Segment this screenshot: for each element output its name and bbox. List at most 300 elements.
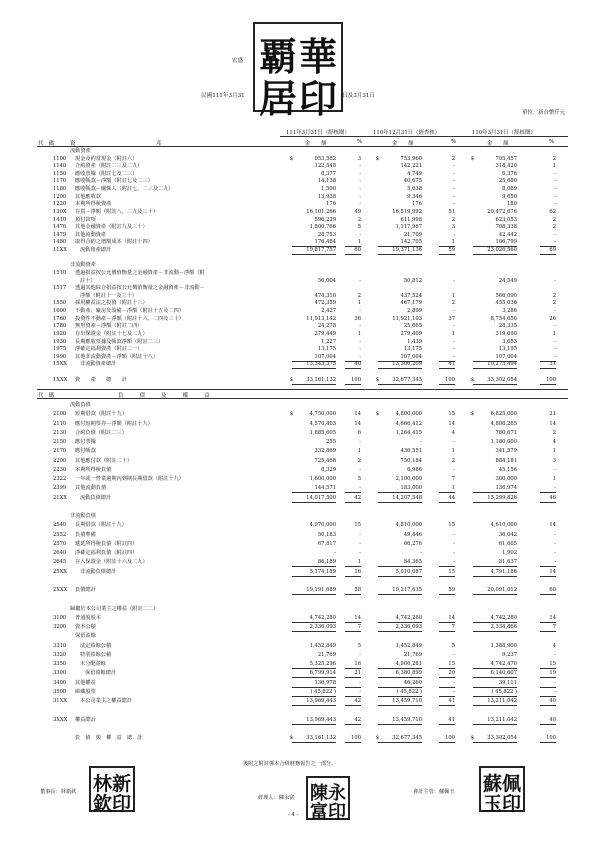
percent-cell: 69: [540, 247, 556, 255]
account-code: 2645: [53, 559, 67, 566]
amount-cell: 4,800,000: [395, 411, 422, 418]
dollar-sign: $: [470, 155, 474, 162]
account-label: 淨額（附註十一及三十）: [80, 292, 138, 299]
amount-cell: 1,388,900: [490, 642, 517, 649]
amount-cell: 25,665: [403, 323, 422, 330]
account-code: 1200: [53, 193, 67, 200]
dollar-sign: $: [470, 376, 474, 383]
amount-cell: 2,336,093: [378, 624, 422, 632]
row-1510: [0, 270, 597, 277]
account-code: 130X: [53, 208, 67, 215]
amount-cell: 39,111: [473, 680, 517, 688]
amount-cell: 300,000: [495, 476, 517, 482]
account-code: 1975: [53, 346, 67, 353]
table-row: [0, 606, 597, 613]
account-label: 庫藏股票: [75, 688, 96, 695]
account-code: 1150: [53, 170, 67, 177]
account-label: 流動資產總計: [80, 247, 112, 254]
amount-cell: 10,275,494: [473, 361, 517, 369]
percent-cell: -: [540, 239, 556, 247]
percent-cell: -: [359, 651, 361, 658]
percent-cell: -: [359, 163, 361, 170]
account-label: 資 產 總 計: [75, 376, 127, 383]
percent-cell: -: [453, 651, 455, 658]
percent-cell: -: [554, 540, 556, 547]
account-label: 應收票據（附註七及二三）: [75, 170, 138, 177]
account-code: 25XX: [53, 568, 67, 575]
percent-cell: -: [453, 531, 455, 538]
amount-cell: 4,750,000: [309, 411, 336, 418]
percent-cell: -: [554, 550, 556, 556]
account-label: 其他非流動資產－淨額（附註十八）: [75, 353, 159, 360]
amount-cell: -: [420, 550, 422, 556]
percent-cell: -: [554, 466, 556, 473]
amount-cell: 780,671: [495, 429, 517, 436]
percent-cell: 2: [357, 216, 361, 223]
percent-cell: 100: [439, 377, 455, 385]
percent-cell: 21: [345, 670, 361, 678]
liab-title-header: 負 債 及 權 益: [118, 393, 210, 399]
amount-cell: 50,183: [317, 531, 336, 538]
percent-cell: -: [540, 689, 556, 697]
account-code: 2XXX: [53, 587, 68, 593]
account-code: 1XXX: [53, 376, 68, 383]
account-label: 負 債 與 權 益 總 計: [75, 735, 143, 741]
percent-cell: -: [359, 466, 361, 473]
account-label: 採用權益法之投資（附註十三）: [75, 300, 148, 307]
amount-cell: 6,825,000: [490, 411, 517, 418]
account-label: 短期借款（附註十九）: [75, 411, 127, 418]
account-code: 3500: [53, 688, 67, 695]
amount-cell: 279,449: [314, 330, 336, 337]
amount-cell: 8,377: [321, 170, 336, 177]
amount-cell: 436,551: [400, 448, 422, 455]
amount-cell: 4,806,265: [490, 420, 517, 427]
percent-cell: -: [540, 354, 556, 362]
percent-cell: -: [345, 485, 361, 493]
amount-cell: 6,140,607: [473, 670, 517, 678]
account-label: 透過其他綜合損益按公允價值衡量之金融資產－非流動－: [75, 285, 205, 292]
percent-cell: 2: [451, 216, 455, 223]
account-label: 其他權益: [75, 679, 96, 686]
percent-cell: -: [554, 186, 556, 193]
percent-cell: 42: [345, 495, 361, 503]
row-2322: [0, 476, 597, 483]
account-code: 2130: [53, 429, 67, 436]
account-label: 流動資產: [70, 148, 91, 154]
percent-cell: -: [540, 680, 556, 688]
amount-cell: 3,653: [502, 338, 517, 345]
row-1990: [0, 354, 597, 361]
row-2645: [0, 559, 597, 566]
percent-cell: -: [345, 354, 361, 362]
amount-cell: 33,161,132: [292, 377, 336, 385]
account-code: 2200: [53, 457, 67, 464]
row-2552: [0, 532, 597, 539]
amount-cell: 1,264,415: [395, 429, 422, 436]
amount-cell: 4,742,470: [473, 661, 517, 669]
amount-cell: 33,302,054: [473, 735, 517, 743]
chairman-label: 董事長：林新欽: [40, 789, 77, 795]
row-1140: [0, 163, 597, 170]
amount-cell: 4,791,186: [473, 569, 517, 577]
percent-cell: 100: [540, 735, 556, 743]
percent-cell: 6: [357, 429, 361, 436]
percent-cell: -: [453, 170, 455, 177]
percent-cell: -: [453, 186, 455, 193]
amount-cell: 4,742,280: [473, 615, 517, 623]
percent-cell: 100: [439, 735, 455, 743]
percent-cell: 14: [549, 522, 556, 529]
report-period-right: 日及3月31日: [342, 93, 376, 99]
amount-cell: 1,439: [407, 338, 422, 345]
account-code: 1140: [53, 163, 67, 170]
percent-cell: 15: [439, 661, 455, 669]
percent-cell: 14: [354, 411, 361, 418]
amount-cell: 1,227: [321, 338, 336, 345]
amount-cell: 81,637: [473, 559, 517, 567]
dollar-sign: $: [375, 155, 379, 162]
amount-cell: ( 45,822 ): [378, 689, 422, 697]
account-label: 流動負債總計: [80, 494, 112, 501]
row-1170: [0, 178, 597, 185]
amount-cell: 86,189: [292, 559, 336, 567]
accountant-label: 會計主管：蘇佩玉: [413, 789, 455, 795]
account-label: 法定盈餘公積: [80, 642, 112, 649]
amount-cell: 14,017,500: [292, 495, 336, 503]
percent-cell: 5: [357, 642, 361, 649]
account-code: 1479: [53, 231, 67, 238]
percent-cell: 31: [540, 361, 556, 369]
percent-cell: 44: [439, 495, 455, 503]
amount-cell: 455,036: [495, 300, 517, 307]
footnote: 後附之附註係本合併財務報告之一部分。: [243, 761, 337, 767]
amount-cell: 106,799: [473, 239, 517, 247]
percent-cell: 4: [552, 439, 556, 445]
amount-cell: 332,869: [314, 448, 336, 455]
percent-cell: -: [345, 680, 361, 688]
percent-cell: -: [453, 550, 455, 556]
row-1220: [0, 201, 597, 208]
amount-cell: 2,899: [407, 308, 422, 315]
percent-cell: 46: [540, 495, 556, 503]
amount-cell: 6,376: [502, 170, 517, 177]
percent-cell: -: [359, 550, 361, 556]
account-code: 2552: [53, 531, 67, 538]
amount-cell: 13,211,042: [473, 717, 517, 725]
amount-cell: 4,749: [407, 170, 422, 177]
page-number: - 4 -: [288, 812, 299, 818]
percent-cell: 14: [540, 615, 556, 623]
amount-cell: 437,524: [400, 292, 422, 299]
percent-cell: -: [453, 178, 455, 185]
amount-cell: 107,004: [378, 354, 422, 362]
account-code: 1780: [53, 323, 67, 330]
percent-cell: -: [439, 689, 455, 697]
amount-cell: 8,754,656: [490, 315, 517, 322]
row-1100: [0, 156, 597, 163]
percent-cell: 37: [448, 315, 455, 322]
percent-cell: -: [453, 277, 455, 284]
amount-cell: 33,161,132: [292, 735, 336, 743]
percent-cell: -: [453, 466, 455, 473]
amount-cell: 16,519,992: [392, 208, 422, 215]
percent-cell: 2: [552, 155, 556, 162]
percent-cell: -: [453, 346, 455, 353]
percent-cell: -: [453, 323, 455, 330]
row-1480: [0, 239, 597, 246]
table-row: [0, 513, 597, 520]
percent-cell: 41: [439, 361, 455, 369]
percent-cell: -: [359, 439, 361, 445]
account-code: 1410: [53, 216, 67, 223]
percent-cell: 40: [345, 361, 361, 369]
percent-cell: 1: [345, 559, 361, 567]
table-row: [0, 735, 597, 742]
account-label: 未分配盈餘: [80, 661, 106, 667]
amount-cell: 42,442: [498, 231, 517, 238]
pct-header-2: %: [451, 139, 457, 145]
amount-cell: 32,677,345: [378, 735, 422, 743]
percent-cell: 3: [451, 224, 455, 231]
row-3320: [0, 652, 597, 659]
account-label: 其他流動負債: [75, 485, 107, 492]
account-code: 2170: [53, 448, 67, 455]
amount-cell: 1,117,967: [395, 224, 422, 231]
account-label: 負債準備: [75, 531, 96, 538]
row-2100: [0, 411, 597, 418]
percent-cell: 4: [451, 429, 455, 436]
percent-cell: -: [453, 193, 455, 200]
account-label: 無形資產－淨額（附註二四）: [75, 323, 143, 330]
amount-cell: 474,310: [314, 292, 336, 299]
account-label: 取得合約之增額成本（附註十四）: [75, 239, 153, 246]
amount-cell: 611,998: [400, 216, 422, 223]
percent-cell: 41: [439, 717, 455, 725]
amount-cell: 9,346: [407, 193, 422, 200]
amount-cell: -: [420, 439, 422, 445]
row-2170: [0, 448, 597, 455]
account-code: 2150: [53, 439, 67, 445]
amount-cell: 67,817: [317, 540, 336, 547]
account-code: 1170: [53, 178, 67, 185]
amount-cell: 24,549: [498, 277, 517, 284]
company-name-partial: 宏盛: [232, 58, 244, 64]
amount-cell: 36,042: [498, 531, 517, 538]
percent-cell: -: [439, 559, 455, 567]
percent-cell: -: [359, 346, 361, 353]
percent-cell: 5: [357, 224, 361, 231]
amount-cell: 4,810,000: [395, 522, 422, 529]
row-31xx: [0, 698, 597, 705]
percent-cell: 41: [439, 698, 455, 706]
amount-cell: 13,969,443: [292, 717, 336, 725]
company-seal: 覇 華 居 印: [253, 22, 343, 112]
amount-cell: 9,650: [502, 193, 517, 200]
row-3xxx: [0, 717, 597, 724]
amount-cell: 13,175: [317, 346, 336, 353]
percent-cell: 2: [552, 300, 556, 307]
percent-cell: -: [453, 439, 455, 445]
amount-cell: 21,769: [403, 651, 422, 658]
account-label: 合約負債（附註二三）: [75, 429, 127, 436]
amount-cell: 61,605: [498, 540, 517, 547]
percent-cell: 7: [540, 624, 556, 632]
dollar-sign: $: [375, 735, 379, 741]
amount-cell: 5,325,296: [292, 661, 336, 669]
row-2130: [0, 430, 597, 437]
account-code: 3100: [53, 614, 67, 621]
amount-cell: 9,237: [502, 651, 517, 658]
amount-cell: 23,026,560: [473, 247, 517, 255]
amount-cell: 122,548: [314, 163, 336, 170]
percent-cell: 16: [345, 569, 361, 577]
row-1930: [0, 339, 597, 346]
dollar-sign: $: [289, 735, 293, 741]
account-label: 預付款項: [75, 216, 96, 223]
account-label: 特別盈餘公積: [80, 651, 112, 658]
row-130x: [0, 209, 597, 216]
amount-cell: 84,365: [378, 559, 422, 567]
amount-cell: 4,742,280: [378, 615, 422, 623]
amount-cell: 50,812: [403, 277, 422, 284]
amount-cell: 5,638: [407, 186, 422, 193]
account-code: 1550: [53, 300, 67, 307]
amount-cell: 5,174,189: [292, 569, 336, 577]
percent-cell: -: [453, 338, 455, 345]
percent-cell: 14: [448, 420, 455, 427]
amount-cell: 4,970,000: [309, 522, 336, 529]
percent-cell: 1: [552, 476, 556, 482]
amount-cell: 3,286: [502, 308, 517, 315]
account-label: 註十）: [80, 277, 96, 284]
account-label: 存出保證金（附註十七及二九）: [75, 330, 148, 337]
account-label: 非流動資產總計: [80, 361, 117, 368]
account-label: 流動負債: [70, 402, 91, 408]
percent-cell: -: [554, 193, 556, 200]
percent-cell: -: [453, 163, 455, 170]
table-row: [0, 633, 597, 640]
amount-cell: 46,260: [378, 680, 422, 688]
account-code: 1180: [53, 186, 67, 193]
percent-cell: 15: [439, 569, 455, 577]
amount-cell: 750,184: [400, 457, 422, 464]
amount-cell: 596,229: [314, 216, 336, 223]
amount-cell: 4,906,281: [378, 661, 422, 669]
percent-cell: -: [359, 186, 361, 193]
amount-cell: 341,579: [495, 448, 517, 455]
percent-cell: -: [554, 308, 556, 315]
amount-cell: 13,211,042: [473, 698, 517, 706]
amount-cell: 21,709: [403, 231, 422, 238]
row-1600: [0, 308, 597, 315]
manager-label: 經理人：陳永富: [258, 795, 295, 801]
percent-cell: 15: [448, 411, 455, 418]
row-25xx: [0, 569, 597, 576]
percent-cell: -: [453, 540, 455, 547]
account-label: 其他流動資產: [75, 231, 107, 238]
dollar-sign: $: [375, 411, 379, 418]
percent-cell: 100: [345, 377, 361, 385]
amount-cell: 49,446: [403, 531, 422, 538]
dollar-sign: $: [289, 376, 293, 383]
amount-cell: 28,753: [317, 231, 336, 238]
percent-cell: 5: [451, 642, 455, 649]
row-1xxx: [0, 377, 597, 384]
amount-cell: 176: [326, 201, 336, 208]
amount-cell: 24,278: [317, 323, 336, 330]
amount-cell: 28,335: [498, 323, 517, 330]
account-label: 遞延所得稅負債（附註四）: [75, 540, 138, 547]
amount-cell: 884,181: [495, 457, 517, 464]
amount-cell: 13,195: [498, 346, 517, 353]
amount-cell: 107,004: [473, 354, 517, 362]
amount-cell: 11,921,103: [392, 315, 422, 322]
account-code: 2110: [53, 420, 67, 427]
percent-cell: 2: [552, 224, 556, 231]
amount-cell: 20,091,012: [473, 587, 517, 595]
amount-cell: 176,484: [292, 239, 336, 247]
percent-cell: 2: [357, 457, 361, 464]
percent-cell: 1: [357, 300, 361, 307]
row-3350: [0, 661, 597, 668]
amount-cell: 13,459,710: [378, 698, 422, 706]
account-label: 合約資產（附註二三及二九）: [75, 163, 143, 170]
percent-cell: 40: [540, 717, 556, 725]
percent-cell: 100: [540, 377, 556, 385]
amount-cell: 1,500: [321, 186, 336, 193]
account-label: 負債總計: [75, 587, 96, 593]
amount-cell: 136,978: [292, 680, 336, 688]
percent-cell: 15: [448, 522, 455, 529]
percent-cell: 3: [552, 457, 556, 464]
account-label: 非流動資產: [70, 262, 96, 269]
percent-cell: 49: [354, 208, 361, 215]
row-1760: [0, 316, 597, 323]
percent-cell: -: [345, 689, 361, 697]
amount-cell: 180: [507, 201, 517, 208]
percent-cell: 26: [549, 315, 556, 322]
percent-cell: -: [554, 346, 556, 353]
percent-cell: 1: [451, 292, 455, 299]
amount-cell: 753,960: [400, 155, 422, 162]
percent-cell: -: [554, 201, 556, 208]
percent-cell: 60: [540, 587, 556, 595]
liab-code-header: 代 碼: [38, 393, 55, 399]
percent-cell: 1: [345, 239, 361, 247]
account-code: 3200: [53, 624, 67, 630]
percent-cell: 1: [552, 163, 556, 170]
row-3500: [0, 689, 597, 696]
row-2570: [0, 541, 597, 548]
percent-cell: 1: [451, 448, 455, 455]
amount-cell: 45,156: [498, 466, 517, 473]
percent-cell: -: [554, 531, 556, 538]
account-label: 普通股股本: [75, 614, 101, 621]
percent-cell: 14: [439, 615, 455, 623]
amount-cell: 19,191,689: [292, 587, 336, 595]
row-1476: [0, 224, 597, 231]
account-code: 1480: [53, 239, 67, 246]
amount-cell: 136,974: [473, 485, 517, 493]
dollar-sign: $: [470, 411, 474, 418]
account-code: 1510: [53, 269, 67, 276]
account-code: 1760: [53, 315, 67, 322]
percent-cell: 42: [345, 698, 361, 706]
row-1550: [0, 300, 597, 307]
account-label: 非流動負債: [70, 513, 96, 519]
percent-cell: 59: [439, 587, 455, 595]
